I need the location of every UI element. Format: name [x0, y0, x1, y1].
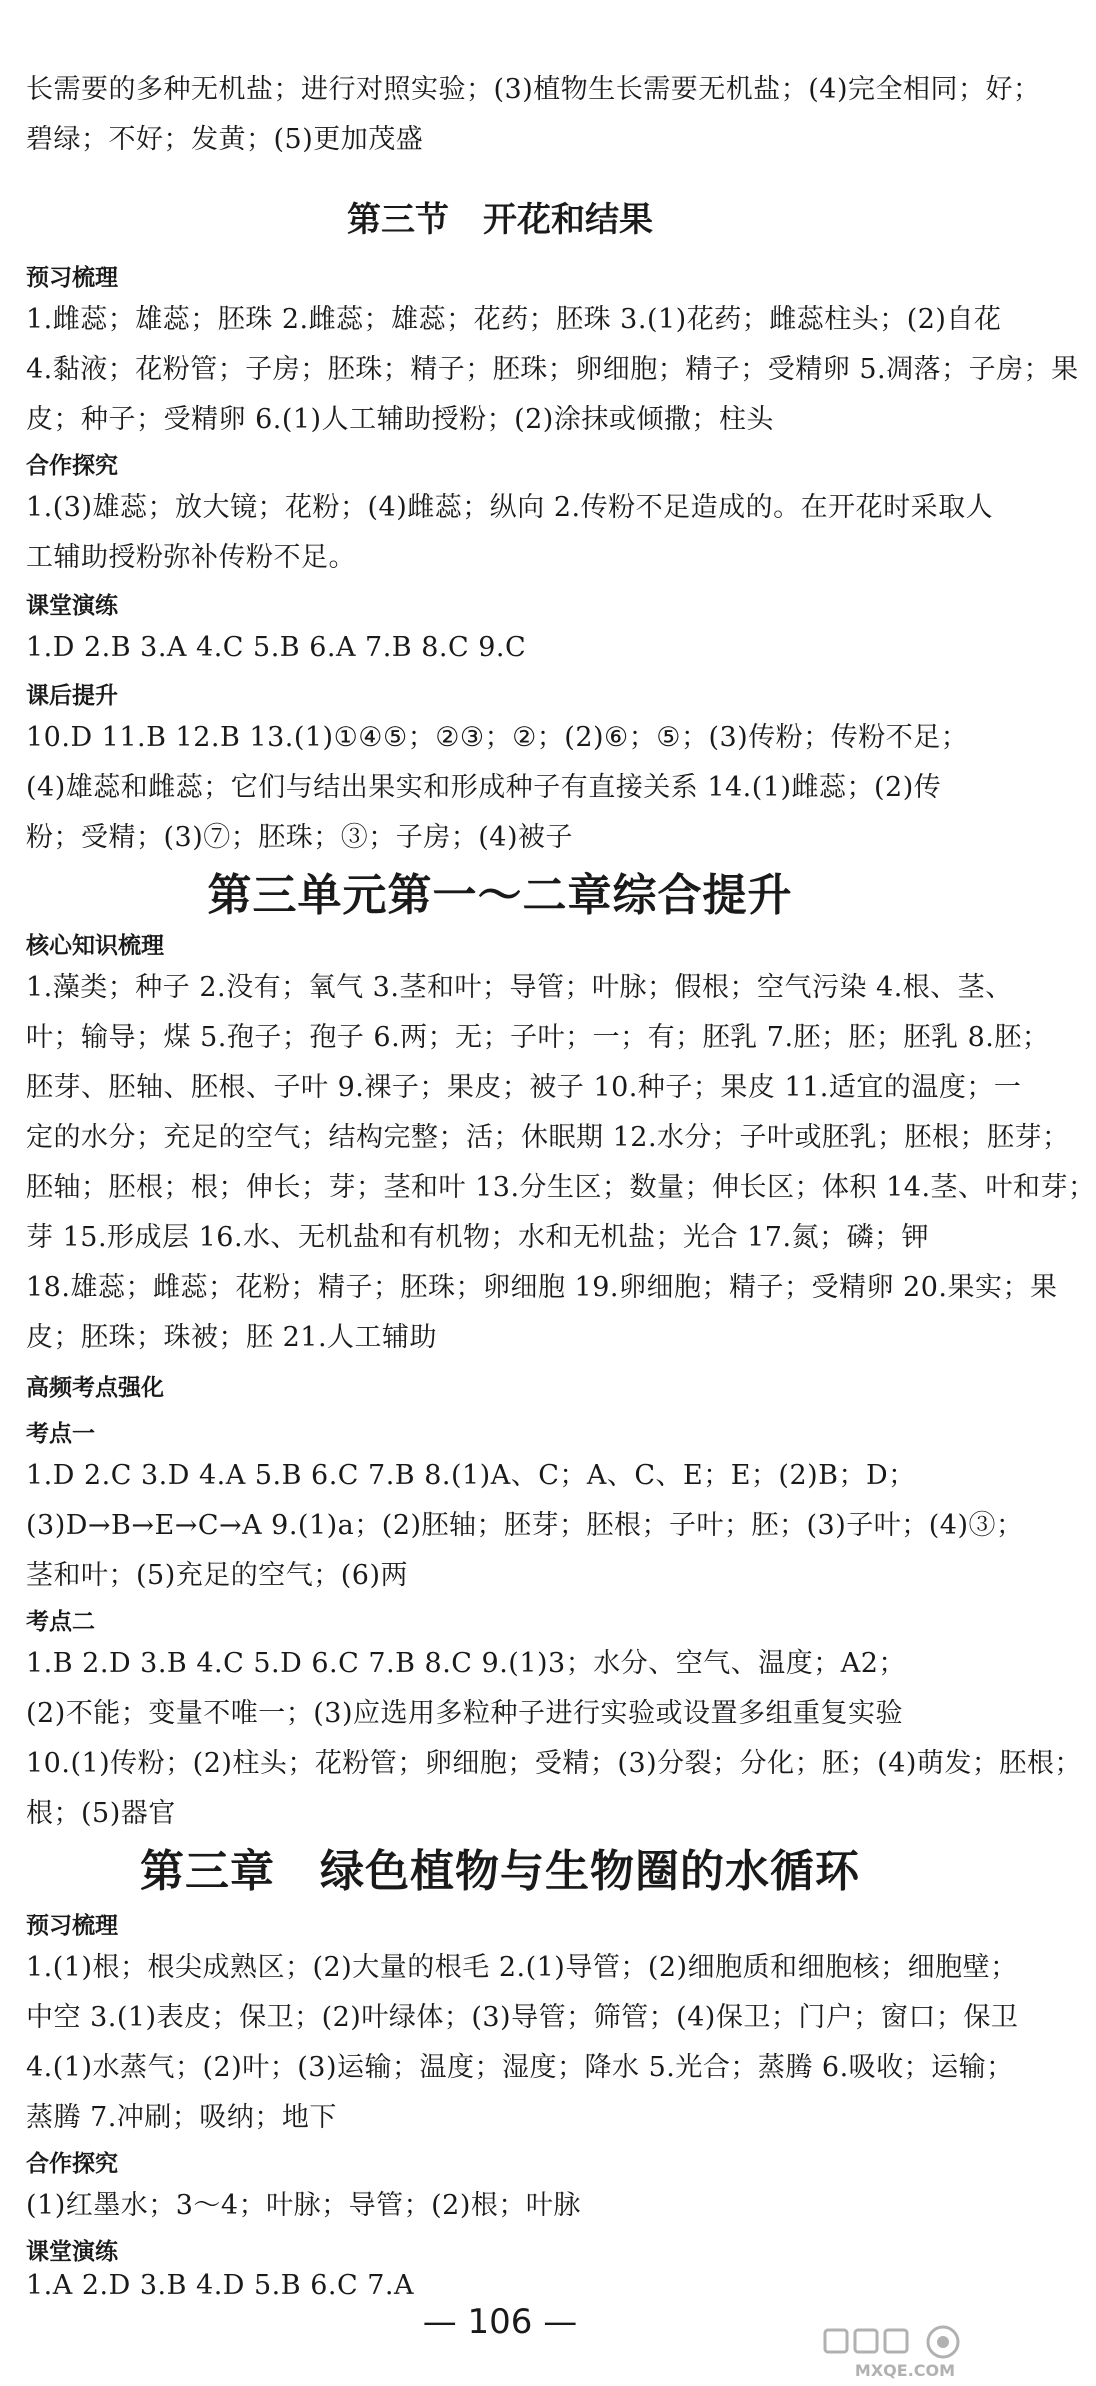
subsection-label: 考点一 [26, 1421, 95, 1447]
answer-line: 1.D 2.B 3.A 4.C 5.B 6.A 7.B 8.C 9.C [26, 632, 527, 663]
answer-line: 18.雄蕊；雌蕊；花粉；精子；胚珠；卵细胞 19.卵细胞；精子；受精卵 20.果实；果 [26, 1272, 1058, 1303]
answer-line: 1.雌蕊；雄蕊；胚珠 2.雌蕊；雄蕊；花药；胚珠 3.(1)花药；雌蕊柱头；(2)自花 [26, 304, 1002, 335]
subsection-label: 考点二 [26, 1609, 95, 1635]
watermark-text: MXQE.COM [854, 2361, 956, 2380]
answer-line: 1.藻类；种子 2.没有；氧气 3.茎和叶；导管；叶脉；假根；空气污染 4.根、茎、 [26, 972, 1013, 1003]
answer-line: 皮；种子；受精卵 6.(1)人工辅助授粉；(2)涂抹或倾撒；柱头 [26, 404, 774, 435]
answer-line: 1.D 2.C 3.D 4.A 5.B 6.C 7.B 8.(1)A、C；A、C、E；E；(2)B；D； [26, 1460, 916, 1491]
answer-line: 4.黏液；花粉管；子房；胚珠；精子；胚珠；卵细胞；精子；受精卵 5.凋落；子房；果 [26, 354, 1079, 385]
chapter-heading: 第三章 绿色植物与生物圈的水循环 [140, 1846, 860, 1897]
answer-line: (2)不能；变量不唯一；(3)应选用多粒种子进行实验或设置多组重复实验 [26, 1698, 903, 1729]
answer-line: 碧绿；不好；发黄；(5)更加茂盛 [26, 124, 424, 155]
answer-line: 粉；受精；(3)⑦；胚珠；③；子房；(4)被子 [26, 822, 573, 853]
answer-line: 10.(1)传粉；(2)柱头；花粉管；卵细胞；受精；(3)分裂；分化；胚；(4)萌发；胚根； [26, 1748, 1082, 1779]
answer-line: 胚芽、胚轴、胚根、子叶 9.裸子；果皮；被子 10.种子；果皮 11.适宜的温度；一 [26, 1072, 1022, 1103]
answer-line: (1)红墨水；3～4；叶脉；导管；(2)根；叶脉 [26, 2190, 581, 2221]
answer-line: 蒸腾 7.冲刷；吸纳；地下 [26, 2102, 337, 2133]
answer-line: (3)D→B→E→C→A 9.(1)a；(2)胚轴；胚芽；胚根；子叶；胚；(3)子叶；(4)③； [26, 1510, 1024, 1541]
subsection-label: 课堂演练 [26, 2239, 118, 2265]
answer-line: 胚轴；胚根；根；伸长；芽；茎和叶 13.分生区；数量；伸长区；体积 14.茎、叶和芽； [26, 1172, 1096, 1203]
answer-line: 工辅助授粉弥补传粉不足。 [26, 542, 356, 573]
answer-line: 茎和叶；(5)充足的空气；(6)两 [26, 1560, 408, 1591]
watermark-logo-icon [815, 2322, 995, 2382]
subsection-label: 课后提升 [26, 683, 118, 709]
subsection-label: 课堂演练 [26, 593, 118, 619]
answer-line: 1.B 2.D 3.B 4.C 5.D 6.C 7.B 8.C 9.(1)3；水分、空气、温度；A2； [26, 1648, 906, 1679]
answer-line: 芽 15.形成层 16.水、无机盐和有机物；水和无机盐；光合 17.氮；磷；钾 [26, 1222, 930, 1253]
subsection-label: 合作探究 [26, 2151, 118, 2177]
answer-line: (4)雄蕊和雌蕊；它们与结出果实和形成种子有直接关系 14.(1)雌蕊；(2)传 [26, 772, 942, 803]
subsection-label: 高频考点强化 [26, 1375, 164, 1401]
subsection-label: 合作探究 [26, 453, 118, 479]
answer-line: 10.D 11.B 12.B 13.(1)①④⑤；②③；②；(2)⑥；⑤；(3)传粉；传粉不足； [26, 722, 969, 753]
answer-line: 叶；输导；煤 5.孢子；孢子 6.两；无；子叶；一；有；胚乳 7.胚；胚；胚乳 8.胚； [26, 1022, 1050, 1053]
answer-line: 4.(1)水蒸气；(2)叶；(3)运输；温度；湿度；降水 5.光合；蒸腾 6.吸收；运输； [26, 2052, 1014, 2083]
answer-line: 1.(3)雄蕊；放大镜；花粉；(4)雌蕊；纵向 2.传粉不足造成的。在开花时采取人 [26, 492, 994, 523]
answer-line: 中空 3.(1)表皮；保卫；(2)叶绿体；(3)导管；筛管；(4)保卫；门户；窗口；保卫 [26, 2002, 1019, 2033]
answer-line: 定的水分；充足的空气；结构完整；活；休眠期 12.水分；子叶或胚乳；胚根；胚芽； [26, 1122, 1070, 1153]
subsection-label: 预习梳理 [26, 1913, 118, 1939]
page-number: — 106 — [422, 2302, 578, 2342]
answer-line: 长需要的多种无机盐；进行对照实验；(3)植物生长需要无机盐；(4)完全相同；好； [26, 74, 1041, 105]
section-heading: 第三节 开花和结果 [347, 200, 653, 240]
answer-line: 根；(5)器官 [26, 1798, 176, 1829]
answer-line: 1.A 2.D 3.B 4.D 5.B 6.C 7.A [26, 2270, 414, 2301]
answer-line: 皮；胚珠；珠被；胚 21.人工辅助 [26, 1322, 438, 1353]
subsection-label: 核心知识梳理 [26, 933, 164, 959]
unit-heading: 第三单元第一～二章综合提升 [207, 870, 793, 921]
subsection-label: 预习梳理 [26, 265, 118, 291]
answer-line: 1.(1)根；根尖成熟区；(2)大量的根毛 2.(1)导管；(2)细胞质和细胞核；细胞壁； [26, 1952, 1018, 1983]
